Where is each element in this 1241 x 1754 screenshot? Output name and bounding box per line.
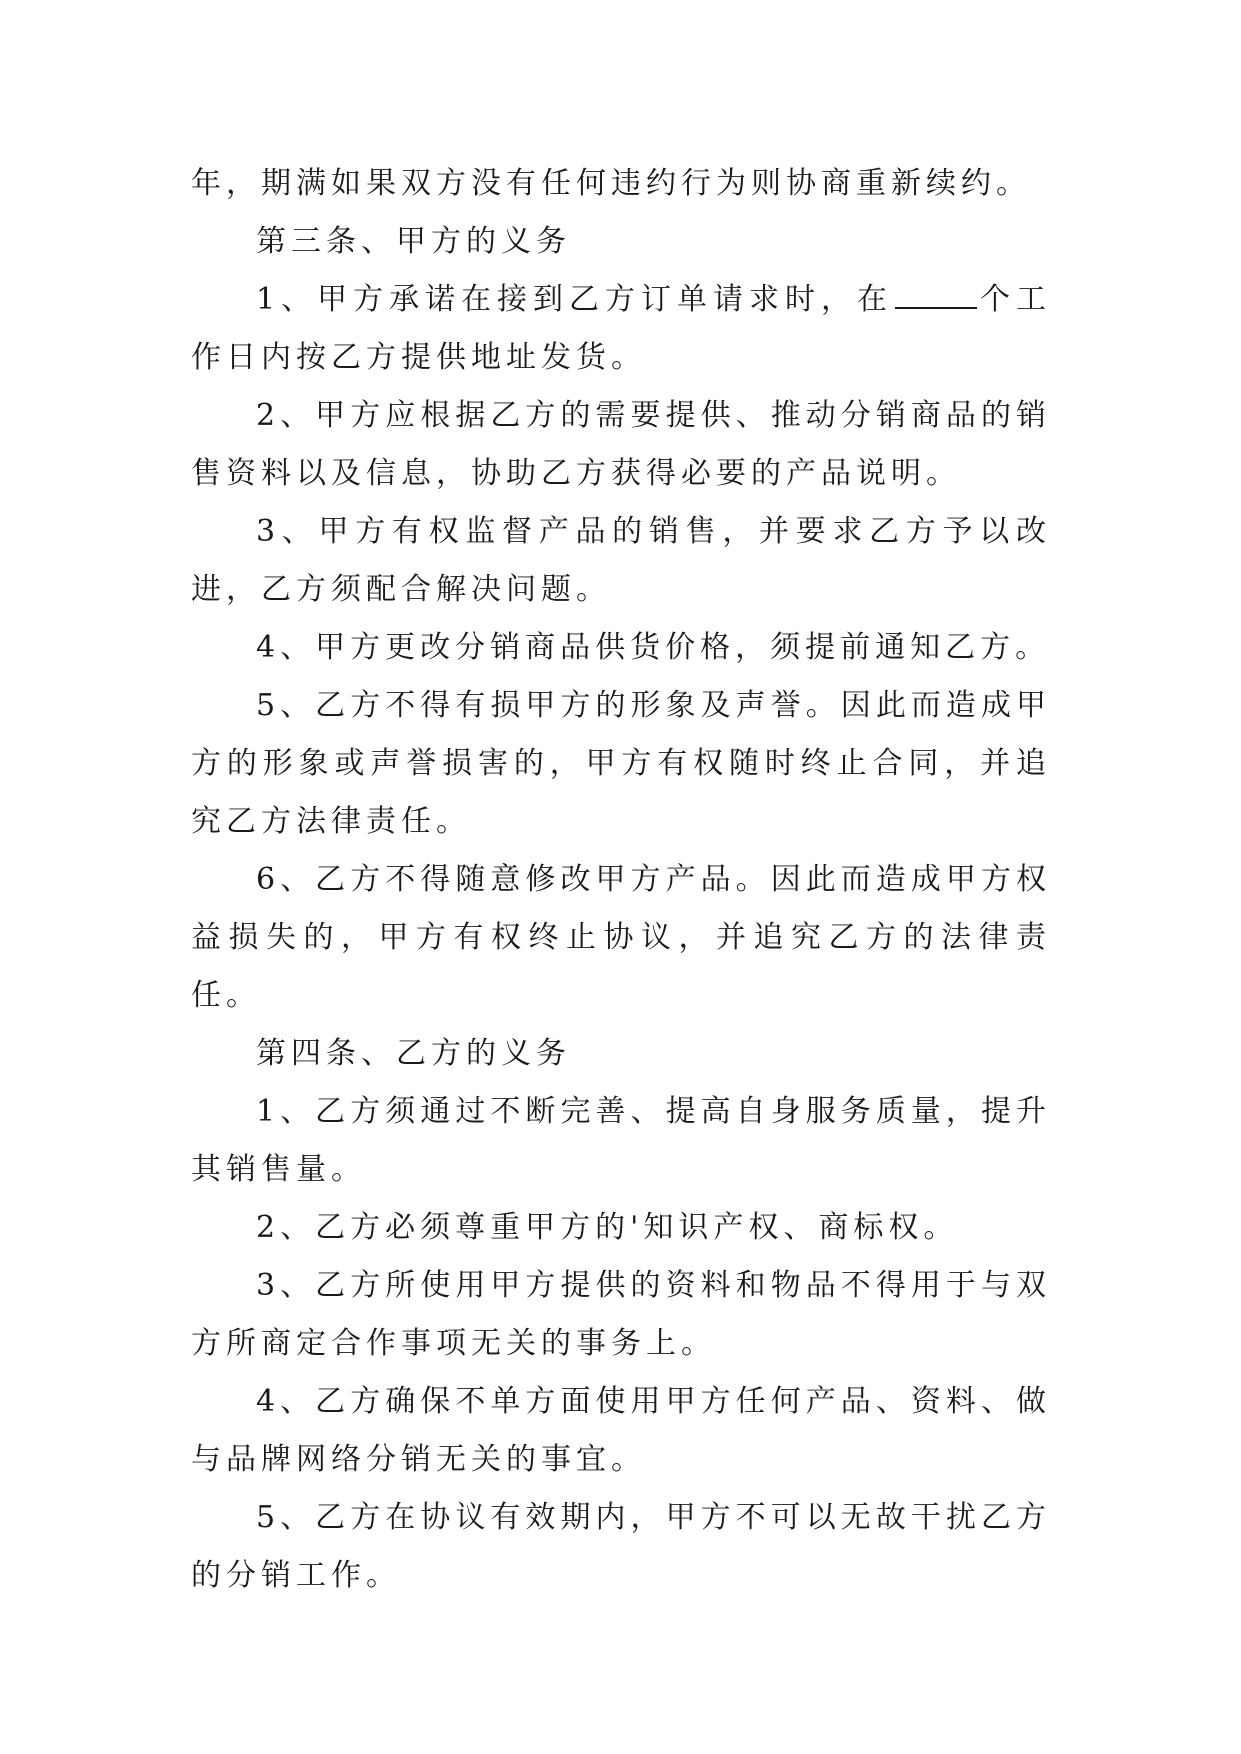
paragraph-party-b-duty-2: 2、乙方必须尊重甲方的'知识产权、商标权。: [256, 1210, 959, 1245]
fill-in-blank: [895, 279, 977, 309]
paragraph-party-b-duty-5: 5、乙方在协议有效期内，甲方不可以无故干扰乙方的分销工作。: [191, 1500, 1051, 1593]
paragraph-party-b-duty-1: 1、乙方须通过不断完善、提高自身服务质量，提升其销售量。: [191, 1094, 1051, 1187]
paragraph-party-b-duty-3: 3、乙方所使用甲方提供的资料和物品不得用于与双方所商定合作事项无关的事务上。: [191, 1268, 1051, 1361]
section-heading-article-3: 第三条、甲方的义务: [256, 224, 571, 259]
paragraph-party-a-duty-3: 3、甲方有权监督产品的销售，并要求乙方予以改进，乙方须配合解决问题。: [191, 514, 1051, 607]
paragraph-party-a-duty-4: 4、甲方更改分销商品供货价格，须提前通知乙方。: [256, 630, 1051, 665]
paragraph-text-before-blank: 1、甲方承诺在接到乙方订单请求时，在: [256, 282, 894, 317]
paragraph-continuation: 年，期满如果双方没有任何违约行为则协商重新续约。: [191, 166, 1031, 201]
paragraph-party-a-duty-6: 6、乙方不得随意修改甲方产品。因此而造成甲方权益损失的，甲方有权终止协议，并追究乙方的法律责任。: [191, 862, 1051, 1013]
paragraph-party-a-duty-1: [191, 271, 1051, 387]
paragraph-party-a-duty-2: 2、甲方应根据乙方的需要提供、推动分销商品的销售资料以及信息，协助乙方获得必要的产品说明。: [191, 398, 1051, 491]
paragraph-party-a-duty-5: 5、乙方不得有损甲方的形象及声誉。因此而造成甲方的形象或声誉损害的，甲方有权随时终止合同，并追究乙方法律责任。: [191, 688, 1051, 839]
section-heading-article-4: 第四条、乙方的义务: [256, 1036, 571, 1071]
paragraph-party-b-duty-4: 4、乙方确保不单方面使用甲方任何产品、资料、做与品牌网络分销无关的事宜。: [191, 1384, 1051, 1477]
paragraph-text-after-blank: 个工作日内按乙方提供地址发货。: [191, 282, 1052, 375]
document-body: [191, 155, 1051, 1605]
